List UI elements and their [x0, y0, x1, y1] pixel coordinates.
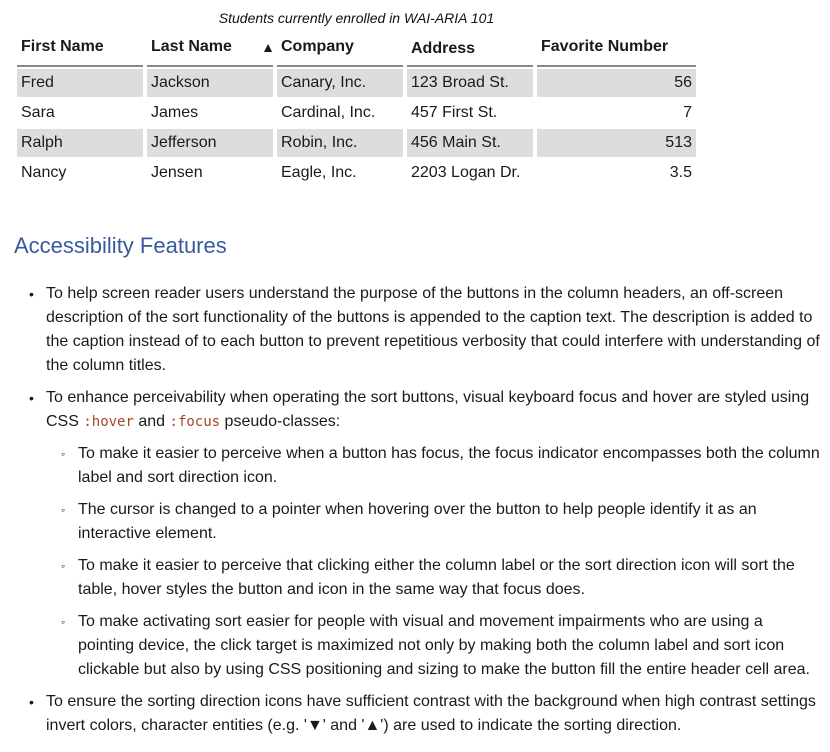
disc-bullet-icon: • [29, 694, 34, 710]
column-header-company [277, 33, 403, 67]
students-table-container [15, 8, 700, 189]
circle-bullet-icon: ◦ [61, 559, 66, 573]
cell-address: 2203 Logan Dr. [411, 164, 521, 181]
table-row [17, 99, 696, 127]
cell-first-name: Ralph [17, 129, 143, 157]
list-item-text: pseudo-classes: [220, 413, 341, 430]
list-item [29, 282, 830, 378]
feature-list [0, 282, 830, 738]
cell-first-name: Fred [17, 69, 143, 97]
table-row [17, 159, 696, 187]
section-heading: Accessibility Features [14, 233, 227, 258]
column-header-last-name [147, 33, 273, 67]
header-label: Last Name [151, 38, 232, 55]
cell-company: Cardinal, Inc. [281, 104, 376, 121]
cell-first-name: Nancy [21, 164, 67, 181]
students-table [13, 8, 700, 189]
table-row [17, 69, 696, 97]
sub-list-item [61, 442, 820, 490]
sub-feature-list [46, 442, 820, 682]
table-row [17, 129, 696, 157]
cell-company: Eagle, Inc. [281, 164, 357, 181]
address-header-label-wrap [407, 29, 533, 69]
circle-bullet-icon: ◦ [61, 503, 66, 517]
sub-list-item-text: To make it easier to perceive when a button has focus, the focus indicator encompasses both the column label and sort direction icon. [78, 445, 820, 486]
cell-address: 123 Broad St. [407, 69, 533, 97]
sort-button-first-name[interactable] [17, 31, 143, 67]
sort-button-company[interactable] [277, 31, 403, 67]
cell-last-name: Jackson [147, 69, 273, 97]
list-item-text: and [133, 413, 170, 430]
sort-ascending-icon: ▲ [261, 39, 275, 55]
cell-last-name: Jensen [151, 164, 203, 181]
sub-list-item-text: The cursor is changed to a pointer when hovering over the button to help people identify it as an interactive element. [78, 501, 757, 542]
header-label: First Name [21, 38, 104, 55]
header-label: Favorite Number [541, 38, 669, 55]
code-focus: :focus [169, 414, 221, 430]
cell-company: Robin, Inc. [277, 129, 403, 157]
sub-list-item [61, 610, 820, 682]
sort-button-favorite-number[interactable] [537, 31, 696, 67]
disc-bullet-icon: • [29, 286, 34, 302]
disc-bullet-icon: • [29, 390, 34, 406]
cell-address: 456 Main St. [407, 129, 533, 157]
list-item-text: To enhance perceivability when operating the sort buttons, visual keyboard focus and hover are styled using CSS [46, 389, 810, 430]
list-item-text: To help screen reader users understand the purpose of the buttons in the column headers, an off-screen description of the sort functionality of the buttons is appended to the caption text. The description is added to the caption instead of to each button to prevent repetitious verbosity that could interfere with understanding of the column titles. [46, 285, 820, 374]
list-item-text: To ensure the sorting direction icons have sufficient contrast with the background when high contrast settings invert colors, character entities (e.g. '▼' and '▲') are used to indicate the sorting direction. [46, 693, 816, 734]
column-header-address [407, 33, 533, 67]
circle-bullet-icon: ◦ [61, 615, 66, 629]
code-hover: :hover [83, 414, 134, 430]
cell-favorite-number: 56 [537, 69, 696, 97]
sub-list-item-text: To make activating sort easier for people with visual and movement impairments who are using a pointing device, the click target is maximized not only by making both the column label and sort icon clickable but also by using CSS positioning and sizing to make the button fill the entire header cell area. [78, 613, 810, 678]
sub-list-item [61, 498, 820, 546]
header-row [17, 33, 696, 67]
sort-button-last-name[interactable] [147, 31, 273, 67]
cell-favorite-number: 7 [683, 104, 692, 121]
circle-bullet-icon: ◦ [61, 447, 66, 461]
cell-favorite-number: 513 [537, 129, 696, 157]
table-caption: Students currently enrolled in WAI-ARIA 101 [218, 10, 495, 26]
column-header-first-name [17, 33, 143, 67]
cell-last-name: James [151, 104, 199, 121]
accessibility-features-list [0, 282, 830, 746]
header-label: Address [411, 40, 476, 57]
cell-last-name: Jefferson [147, 129, 273, 157]
header-label: Company [281, 38, 354, 55]
cell-first-name: Sara [21, 104, 55, 121]
cell-favorite-number: 3.5 [669, 164, 692, 181]
list-item [29, 386, 830, 682]
cell-address: 457 First St. [411, 104, 498, 121]
sub-list-item-text: To make it easier to perceive that clicking either the column label or the sort direction icon will sort the table, hover styles the button and icon in the same way that focus does. [78, 557, 795, 598]
cell-company: Canary, Inc. [277, 69, 403, 97]
list-item [29, 690, 830, 738]
sub-list-item [61, 554, 820, 602]
column-header-favorite-number [537, 33, 696, 67]
